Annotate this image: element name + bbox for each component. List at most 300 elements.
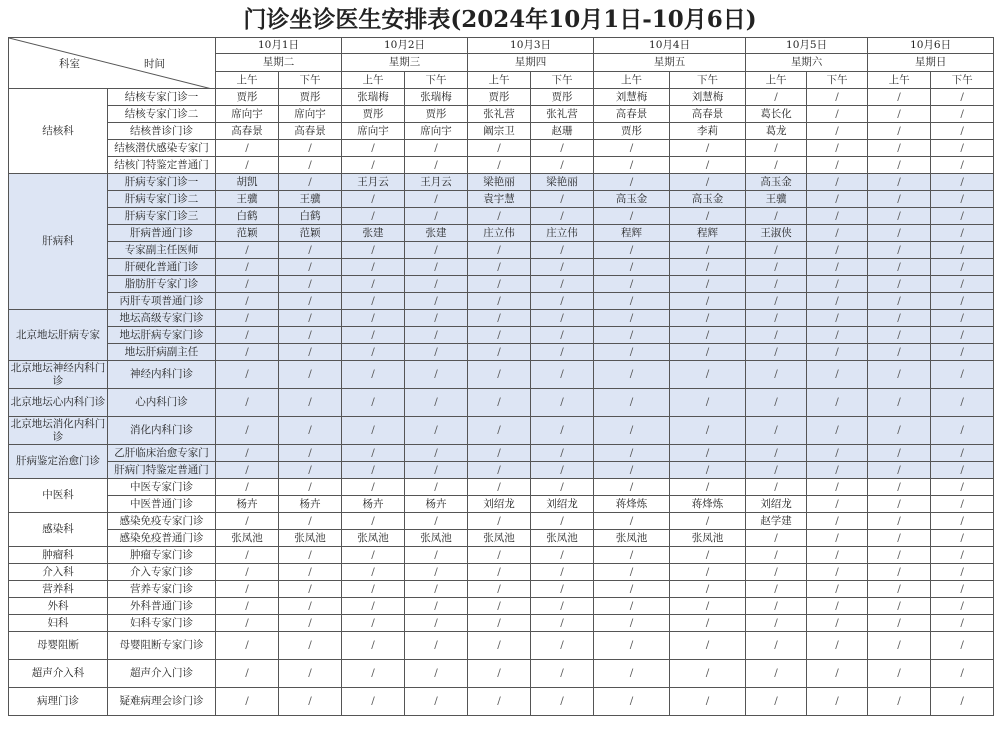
empty-slot-cell: /: [216, 632, 279, 660]
doctor-cell: 杨卉: [216, 496, 279, 513]
empty-slot-cell: /: [594, 479, 670, 496]
table-row: [9, 513, 994, 530]
empty-slot-cell: /: [807, 208, 868, 225]
table-row: [9, 479, 994, 496]
doctor-cell: 王月云: [342, 174, 405, 191]
date-cell: 10月4日: [594, 38, 746, 54]
empty-slot-cell: /: [868, 327, 931, 344]
doctor-cell: 张凤池: [531, 530, 594, 547]
empty-slot-cell: /: [868, 660, 931, 688]
department-cell: 北京地坛消化内科门诊: [9, 417, 108, 445]
empty-slot-cell: /: [342, 361, 405, 389]
empty-slot-cell: /: [746, 547, 807, 564]
empty-slot-cell: /: [868, 530, 931, 547]
empty-slot-cell: /: [594, 242, 670, 259]
empty-slot-cell: /: [670, 615, 746, 632]
weekday-cell: 星期日: [868, 54, 994, 72]
doctor-cell: 庄立伟: [531, 225, 594, 242]
table-row: [9, 615, 994, 632]
empty-slot-cell: /: [807, 174, 868, 191]
department-cell: 中医科: [9, 479, 108, 513]
empty-slot-cell: /: [807, 106, 868, 123]
empty-slot-cell: /: [468, 276, 531, 293]
doctor-cell: 张建: [342, 225, 405, 242]
clinic-cell: 结核专家门诊二: [108, 106, 216, 123]
empty-slot-cell: /: [594, 462, 670, 479]
empty-slot-cell: /: [594, 547, 670, 564]
empty-slot-cell: /: [868, 496, 931, 513]
doctor-cell: 席向宇: [279, 106, 342, 123]
doctor-cell: 张凤池: [216, 530, 279, 547]
empty-slot-cell: /: [868, 479, 931, 496]
empty-slot-cell: /: [468, 417, 531, 445]
empty-slot-cell: /: [342, 259, 405, 276]
empty-slot-cell: /: [868, 344, 931, 361]
empty-slot-cell: /: [342, 344, 405, 361]
empty-slot-cell: /: [670, 632, 746, 660]
department-cell: 母婴阻断: [9, 632, 108, 660]
empty-slot-cell: /: [531, 598, 594, 615]
empty-slot-cell: /: [670, 417, 746, 445]
empty-slot-cell: /: [216, 688, 279, 716]
doctor-cell: 范颖: [216, 225, 279, 242]
clinic-cell: 肝病专家门诊一: [108, 174, 216, 191]
weekday-cell: 星期四: [468, 54, 594, 72]
empty-slot-cell: /: [279, 361, 342, 389]
empty-slot-cell: /: [807, 615, 868, 632]
empty-slot-cell: /: [405, 276, 468, 293]
date-cell: 10月5日: [746, 38, 868, 54]
empty-slot-cell: /: [216, 389, 279, 417]
empty-slot-cell: /: [342, 564, 405, 581]
empty-slot-cell: /: [468, 242, 531, 259]
clinic-cell: 地坛肝病专家门诊: [108, 327, 216, 344]
empty-slot-cell: /: [594, 417, 670, 445]
empty-slot-cell: /: [931, 530, 994, 547]
department-cell: 超声介入科: [9, 660, 108, 688]
empty-slot-cell: /: [670, 361, 746, 389]
clinic-cell: 神经内科门诊: [108, 361, 216, 389]
clinic-cell: 外科普通门诊: [108, 598, 216, 615]
empty-slot-cell: /: [931, 344, 994, 361]
weekday-cell: 星期三: [342, 54, 468, 72]
empty-slot-cell: /: [807, 310, 868, 327]
clinic-cell: 结核门特鉴定普通门: [108, 157, 216, 174]
doctor-cell: 刘绍龙: [746, 496, 807, 513]
empty-slot-cell: /: [405, 547, 468, 564]
empty-slot-cell: /: [279, 564, 342, 581]
department-cell: 肝病科: [9, 174, 108, 310]
empty-slot-cell: /: [868, 293, 931, 310]
empty-slot-cell: /: [594, 157, 670, 174]
doctor-cell: 席向宇: [405, 123, 468, 140]
empty-slot-cell: /: [868, 598, 931, 615]
empty-slot-cell: /: [807, 327, 868, 344]
doctor-cell: 王淑侠: [746, 225, 807, 242]
empty-slot-cell: /: [931, 598, 994, 615]
empty-slot-cell: /: [279, 276, 342, 293]
schedule-table: [8, 37, 994, 716]
empty-slot-cell: /: [531, 513, 594, 530]
empty-slot-cell: /: [931, 225, 994, 242]
empty-slot-cell: /: [931, 564, 994, 581]
empty-slot-cell: /: [468, 361, 531, 389]
department-cell: 感染科: [9, 513, 108, 547]
clinic-cell: 心内科门诊: [108, 389, 216, 417]
empty-slot-cell: /: [405, 344, 468, 361]
empty-slot-cell: /: [670, 445, 746, 462]
empty-slot-cell: /: [342, 242, 405, 259]
doctor-cell: 张凤池: [279, 530, 342, 547]
empty-slot-cell: /: [594, 513, 670, 530]
empty-slot-cell: /: [931, 123, 994, 140]
empty-slot-cell: /: [670, 598, 746, 615]
empty-slot-cell: /: [342, 479, 405, 496]
empty-slot-cell: /: [405, 632, 468, 660]
am-cell: 上午: [468, 72, 531, 89]
empty-slot-cell: /: [216, 140, 279, 157]
clinic-cell: 肿瘤专家门诊: [108, 547, 216, 564]
empty-slot-cell: /: [468, 513, 531, 530]
empty-slot-cell: /: [531, 310, 594, 327]
clinic-cell: 肝病门特鉴定普通门: [108, 462, 216, 479]
empty-slot-cell: /: [594, 615, 670, 632]
table-row: [9, 225, 994, 242]
empty-slot-cell: /: [531, 208, 594, 225]
empty-slot-cell: /: [342, 293, 405, 310]
empty-slot-cell: /: [931, 259, 994, 276]
empty-slot-cell: /: [670, 581, 746, 598]
empty-slot-cell: /: [279, 174, 342, 191]
date-cell: 10月1日: [216, 38, 342, 54]
empty-slot-cell: /: [279, 327, 342, 344]
empty-slot-cell: /: [807, 462, 868, 479]
empty-slot-cell: /: [931, 174, 994, 191]
empty-slot-cell: /: [216, 344, 279, 361]
empty-slot-cell: /: [670, 157, 746, 174]
empty-slot-cell: /: [746, 344, 807, 361]
empty-slot-cell: /: [746, 276, 807, 293]
empty-slot-cell: /: [807, 581, 868, 598]
empty-slot-cell: /: [868, 632, 931, 660]
doctor-cell: 席向宇: [342, 123, 405, 140]
empty-slot-cell: /: [868, 564, 931, 581]
empty-slot-cell: /: [931, 479, 994, 496]
empty-slot-cell: /: [405, 462, 468, 479]
empty-slot-cell: /: [531, 660, 594, 688]
empty-slot-cell: /: [746, 598, 807, 615]
clinic-cell: 超声介入门诊: [108, 660, 216, 688]
empty-slot-cell: /: [670, 389, 746, 417]
doctor-cell: 高玉金: [670, 191, 746, 208]
doctor-cell: 张瑞梅: [405, 89, 468, 106]
table-row: [9, 688, 994, 716]
empty-slot-cell: /: [594, 564, 670, 581]
clinic-cell: 妇科专家门诊: [108, 615, 216, 632]
date-cell: 10月3日: [468, 38, 594, 54]
empty-slot-cell: /: [594, 581, 670, 598]
doctor-cell: 高春景: [594, 106, 670, 123]
doctor-cell: 高春景: [216, 123, 279, 140]
empty-slot-cell: /: [405, 581, 468, 598]
corner-diagonal: [9, 38, 216, 89]
empty-slot-cell: /: [807, 157, 868, 174]
empty-slot-cell: /: [594, 259, 670, 276]
empty-slot-cell: /: [746, 157, 807, 174]
empty-slot-cell: /: [279, 513, 342, 530]
empty-slot-cell: /: [468, 660, 531, 688]
pm-cell: 下午: [931, 72, 994, 89]
empty-slot-cell: /: [279, 242, 342, 259]
am-cell: 上午: [594, 72, 670, 89]
department-cell: 外科: [9, 598, 108, 615]
empty-slot-cell: /: [670, 547, 746, 564]
doctor-cell: 贾彤: [279, 89, 342, 106]
empty-slot-cell: /: [670, 310, 746, 327]
empty-slot-cell: /: [931, 615, 994, 632]
empty-slot-cell: /: [468, 389, 531, 417]
empty-slot-cell: /: [342, 389, 405, 417]
department-cell: 肿瘤科: [9, 547, 108, 564]
table-row: [9, 417, 994, 445]
empty-slot-cell: /: [405, 479, 468, 496]
empty-slot-cell: /: [342, 632, 405, 660]
empty-slot-cell: /: [216, 513, 279, 530]
empty-slot-cell: /: [868, 688, 931, 716]
empty-slot-cell: /: [279, 445, 342, 462]
empty-slot-cell: /: [807, 191, 868, 208]
empty-slot-cell: /: [807, 389, 868, 417]
empty-slot-cell: /: [279, 660, 342, 688]
doctor-cell: 蒋烽炼: [594, 496, 670, 513]
empty-slot-cell: /: [807, 513, 868, 530]
empty-slot-cell: /: [531, 140, 594, 157]
empty-slot-cell: /: [405, 191, 468, 208]
table-header: [9, 38, 994, 89]
empty-slot-cell: /: [746, 208, 807, 225]
table-row: [9, 361, 994, 389]
empty-slot-cell: /: [670, 327, 746, 344]
empty-slot-cell: /: [342, 688, 405, 716]
clinic-cell: 营养专家门诊: [108, 581, 216, 598]
empty-slot-cell: /: [405, 417, 468, 445]
empty-slot-cell: /: [468, 581, 531, 598]
empty-slot-cell: /: [342, 417, 405, 445]
table-row: [9, 598, 994, 615]
empty-slot-cell: /: [670, 513, 746, 530]
weekday-cell: 星期五: [594, 54, 746, 72]
empty-slot-cell: /: [531, 157, 594, 174]
empty-slot-cell: /: [342, 310, 405, 327]
doctor-cell: 程辉: [594, 225, 670, 242]
empty-slot-cell: /: [670, 259, 746, 276]
empty-slot-cell: /: [279, 598, 342, 615]
table-row: [9, 293, 994, 310]
empty-slot-cell: /: [216, 479, 279, 496]
doctor-cell: 贾彤: [405, 106, 468, 123]
empty-slot-cell: /: [746, 660, 807, 688]
empty-slot-cell: /: [868, 140, 931, 157]
empty-slot-cell: /: [807, 225, 868, 242]
doctor-cell: 高春景: [670, 106, 746, 123]
table-row: [9, 564, 994, 581]
empty-slot-cell: /: [868, 389, 931, 417]
empty-slot-cell: /: [594, 389, 670, 417]
empty-slot-cell: /: [342, 660, 405, 688]
empty-slot-cell: /: [342, 581, 405, 598]
empty-slot-cell: /: [468, 445, 531, 462]
empty-slot-cell: /: [931, 513, 994, 530]
empty-slot-cell: /: [746, 581, 807, 598]
doctor-cell: 贾彤: [216, 89, 279, 106]
empty-slot-cell: /: [216, 547, 279, 564]
doctor-cell: 张礼营: [468, 106, 531, 123]
empty-slot-cell: /: [531, 547, 594, 564]
empty-slot-cell: /: [531, 389, 594, 417]
empty-slot-cell: /: [405, 615, 468, 632]
doctor-cell: 葛长化: [746, 106, 807, 123]
empty-slot-cell: /: [746, 632, 807, 660]
weekday-cell: 星期六: [746, 54, 868, 72]
empty-slot-cell: /: [531, 615, 594, 632]
empty-slot-cell: /: [468, 310, 531, 327]
empty-slot-cell: /: [931, 293, 994, 310]
empty-slot-cell: /: [931, 547, 994, 564]
table-row: [9, 530, 994, 547]
department-cell: 妇科: [9, 615, 108, 632]
empty-slot-cell: /: [807, 140, 868, 157]
clinic-cell: 结核专家门诊一: [108, 89, 216, 106]
empty-slot-cell: /: [931, 660, 994, 688]
empty-slot-cell: /: [468, 140, 531, 157]
clinic-cell: 感染免疫专家门诊: [108, 513, 216, 530]
empty-slot-cell: /: [531, 462, 594, 479]
am-cell: 上午: [868, 72, 931, 89]
empty-slot-cell: /: [931, 140, 994, 157]
doctor-cell: 葛龙: [746, 123, 807, 140]
empty-slot-cell: /: [931, 688, 994, 716]
empty-slot-cell: /: [594, 688, 670, 716]
clinic-cell: 肝病普通门诊: [108, 225, 216, 242]
empty-slot-cell: /: [468, 344, 531, 361]
empty-slot-cell: /: [216, 615, 279, 632]
empty-slot-cell: /: [746, 361, 807, 389]
pm-cell: 下午: [279, 72, 342, 89]
empty-slot-cell: /: [670, 479, 746, 496]
empty-slot-cell: /: [342, 276, 405, 293]
empty-slot-cell: /: [279, 140, 342, 157]
empty-slot-cell: /: [746, 564, 807, 581]
empty-slot-cell: /: [279, 615, 342, 632]
doctor-cell: 王骥: [746, 191, 807, 208]
empty-slot-cell: /: [931, 462, 994, 479]
empty-slot-cell: /: [279, 259, 342, 276]
empty-slot-cell: /: [405, 327, 468, 344]
doctor-cell: 张凤池: [405, 530, 468, 547]
clinic-cell: 结核潜伏感染专家门: [108, 140, 216, 157]
empty-slot-cell: /: [405, 361, 468, 389]
empty-slot-cell: /: [216, 293, 279, 310]
table-row: [9, 445, 994, 462]
empty-slot-cell: /: [531, 191, 594, 208]
doctor-cell: 杨卉: [279, 496, 342, 513]
table-row: [9, 157, 994, 174]
empty-slot-cell: /: [746, 615, 807, 632]
empty-slot-cell: /: [468, 615, 531, 632]
empty-slot-cell: /: [807, 598, 868, 615]
empty-slot-cell: /: [807, 479, 868, 496]
doctor-cell: 杨卉: [405, 496, 468, 513]
pm-cell: 下午: [670, 72, 746, 89]
empty-slot-cell: /: [594, 310, 670, 327]
empty-slot-cell: /: [931, 310, 994, 327]
empty-slot-cell: /: [216, 276, 279, 293]
clinic-cell: 肝病专家门诊三: [108, 208, 216, 225]
table-row: [9, 106, 994, 123]
doctor-cell: 阚宗卫: [468, 123, 531, 140]
department-cell: 结核科: [9, 89, 108, 174]
clinic-cell: 中医普通门诊: [108, 496, 216, 513]
empty-slot-cell: /: [594, 327, 670, 344]
empty-slot-cell: /: [216, 598, 279, 615]
empty-slot-cell: /: [868, 462, 931, 479]
empty-slot-cell: /: [531, 445, 594, 462]
department-cell: 病理门诊: [9, 688, 108, 716]
empty-slot-cell: /: [931, 417, 994, 445]
doctor-cell: 贾彤: [342, 106, 405, 123]
doctor-cell: 刘绍龙: [468, 496, 531, 513]
empty-slot-cell: /: [468, 632, 531, 660]
empty-slot-cell: /: [746, 389, 807, 417]
empty-slot-cell: /: [405, 389, 468, 417]
empty-slot-cell: /: [342, 462, 405, 479]
empty-slot-cell: /: [594, 293, 670, 310]
empty-slot-cell: /: [279, 632, 342, 660]
empty-slot-cell: /: [279, 479, 342, 496]
empty-slot-cell: /: [931, 361, 994, 389]
empty-slot-cell: /: [216, 462, 279, 479]
empty-slot-cell: /: [468, 564, 531, 581]
department-cell: 北京地坛神经内科门诊: [9, 361, 108, 389]
empty-slot-cell: /: [531, 276, 594, 293]
empty-slot-cell: /: [931, 445, 994, 462]
clinic-cell: 地坛肝病副主任: [108, 344, 216, 361]
empty-slot-cell: /: [868, 547, 931, 564]
empty-slot-cell: /: [342, 598, 405, 615]
empty-slot-cell: /: [931, 389, 994, 417]
clinic-cell: 中医专家门诊: [108, 479, 216, 496]
clinic-cell: 感染免疫普通门诊: [108, 530, 216, 547]
empty-slot-cell: /: [531, 327, 594, 344]
empty-slot-cell: /: [670, 688, 746, 716]
empty-slot-cell: /: [931, 581, 994, 598]
empty-slot-cell: /: [746, 417, 807, 445]
empty-slot-cell: /: [279, 310, 342, 327]
doctor-cell: 王骥: [279, 191, 342, 208]
empty-slot-cell: /: [342, 191, 405, 208]
empty-slot-cell: /: [868, 157, 931, 174]
empty-slot-cell: /: [807, 344, 868, 361]
doctor-cell: 贾彤: [594, 123, 670, 140]
table-row: [9, 174, 994, 191]
doctor-cell: 胡凯: [216, 174, 279, 191]
doctor-cell: 高玉金: [594, 191, 670, 208]
empty-slot-cell: /: [807, 361, 868, 389]
clinic-cell: 肝硬化普通门诊: [108, 259, 216, 276]
empty-slot-cell: /: [868, 174, 931, 191]
empty-slot-cell: /: [216, 327, 279, 344]
empty-slot-cell: /: [670, 564, 746, 581]
